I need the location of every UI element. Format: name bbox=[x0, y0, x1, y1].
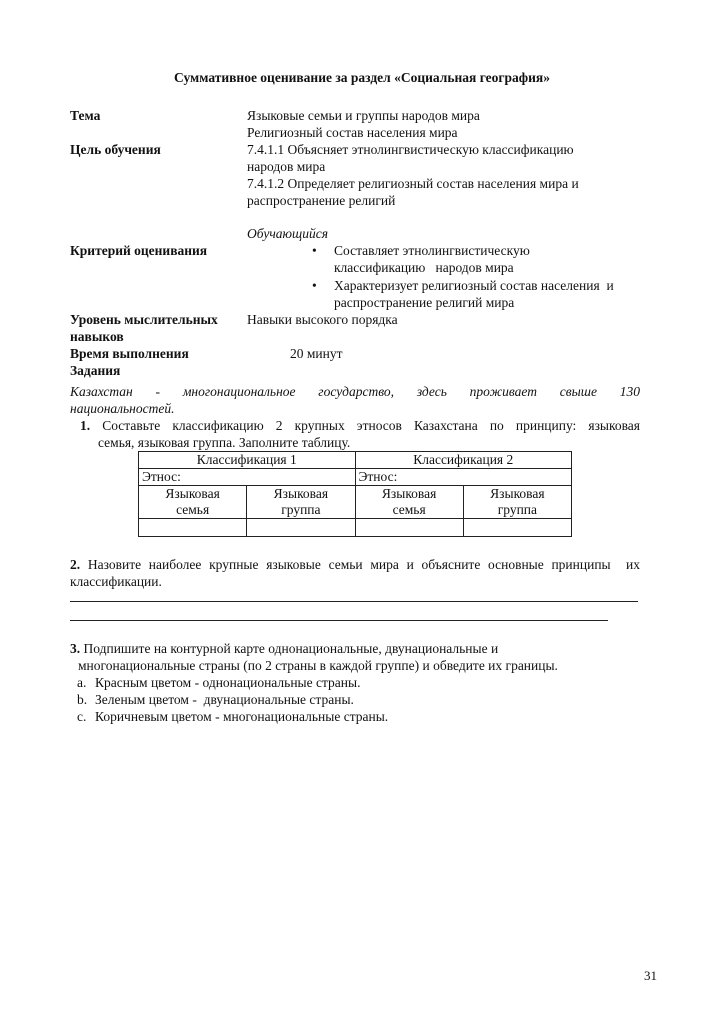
goal-label: Цель обучения bbox=[70, 142, 161, 157]
question-1-line: семья, языковая группа. Заполните таблицу. bbox=[98, 435, 351, 450]
intro-line: национальностей. bbox=[70, 401, 175, 416]
topic-line: Религиозный состав населения мира bbox=[247, 125, 458, 140]
answer-cell[interactable] bbox=[139, 519, 247, 537]
list-item: c. Коричневым цветом - многонациональные страны. bbox=[77, 709, 389, 724]
classification-table bbox=[138, 451, 572, 537]
question-number: 1. bbox=[80, 418, 91, 433]
bullet-icon: • bbox=[312, 278, 317, 293]
level-value: Навыки высокого порядка bbox=[247, 312, 398, 327]
time-value: 20 минут bbox=[290, 346, 343, 361]
question-number: 2. bbox=[70, 557, 81, 572]
level-label: навыков bbox=[70, 329, 124, 344]
topic-line: Языковые семьи и группы народов мира bbox=[247, 108, 480, 123]
ethnos-cell[interactable]: Этнос: bbox=[139, 469, 356, 486]
column-header-cell: Языковая семья bbox=[139, 486, 247, 519]
list-item: b. Зеленым цветом - двунациональные страны. bbox=[77, 692, 354, 707]
intro-text bbox=[70, 383, 640, 417]
time-label: Задания bbox=[70, 363, 121, 378]
options-list bbox=[77, 674, 388, 725]
question-1 bbox=[70, 417, 640, 451]
topic-label: Тема bbox=[70, 108, 101, 123]
criterion-line: распространение религий мира bbox=[334, 295, 515, 310]
criteria-label: Критерий оценивания bbox=[70, 243, 208, 258]
table-header: Классификация 1 bbox=[139, 452, 356, 469]
time-label: Время выполнения bbox=[70, 346, 189, 361]
question-2-line: 2. Назовите наиболее крупные языковые семьи мира и объясните основные принципы их bbox=[70, 557, 641, 572]
column-header-cell: Языковая группа bbox=[463, 486, 571, 519]
bullet-icon: • bbox=[312, 243, 317, 258]
question-2-line: классификации. bbox=[70, 574, 162, 589]
question-3 bbox=[70, 640, 650, 674]
criterion-line: Характеризует религиозный состав населения и bbox=[334, 278, 614, 293]
ethnos-cell[interactable]: Этнос: bbox=[355, 469, 572, 486]
question-1-line: 1. Составьте классификацию 2 крупных этносов Казахстана по принципу: языковая bbox=[80, 418, 641, 433]
question-number: 3. bbox=[70, 641, 81, 656]
question-3-line: многонациональные страны (по 2 страны в каждой группе) и обведите их границы. bbox=[78, 658, 558, 673]
goal-line: 7.4.1.1 Объясняет этнолингвистическую классификацию bbox=[247, 142, 574, 157]
answer-cell[interactable] bbox=[247, 519, 355, 537]
answer-line[interactable] bbox=[70, 620, 608, 621]
learner-label: Обучающийся bbox=[247, 226, 329, 241]
level-label: Уровень мыслительных bbox=[70, 312, 218, 327]
goal-line: 7.4.1.2 Определяет религиозный состав населения мира и bbox=[247, 176, 579, 191]
intro-line: Казахстан - многонациональное государство, здесь проживает свыше 130 bbox=[70, 384, 640, 399]
goal-line: распространение религий bbox=[247, 193, 396, 208]
question-2 bbox=[70, 556, 640, 590]
column-header-cell: Языковая группа bbox=[247, 486, 355, 519]
page-title: Суммативное оценивание за раздел «Социальная география» bbox=[174, 70, 550, 85]
question-3-line: 3. Подпишите на контурной карте однонациональные, двунациональные и bbox=[70, 641, 499, 656]
column-header-cell: Языковая семья bbox=[355, 486, 463, 519]
criterion-line: Составляет этнолингвистическую bbox=[334, 243, 530, 258]
criterion-line: классификацию народов мира bbox=[334, 260, 514, 275]
answer-cell[interactable] bbox=[355, 519, 463, 537]
goal-line: народов мира bbox=[247, 159, 326, 174]
table-header: Классификация 2 bbox=[355, 452, 572, 469]
answer-cell[interactable] bbox=[463, 519, 571, 537]
list-item: a. Красным цветом - однонациональные страны. bbox=[77, 675, 361, 690]
page-number: 31 bbox=[644, 968, 657, 983]
answer-line[interactable] bbox=[70, 601, 638, 602]
